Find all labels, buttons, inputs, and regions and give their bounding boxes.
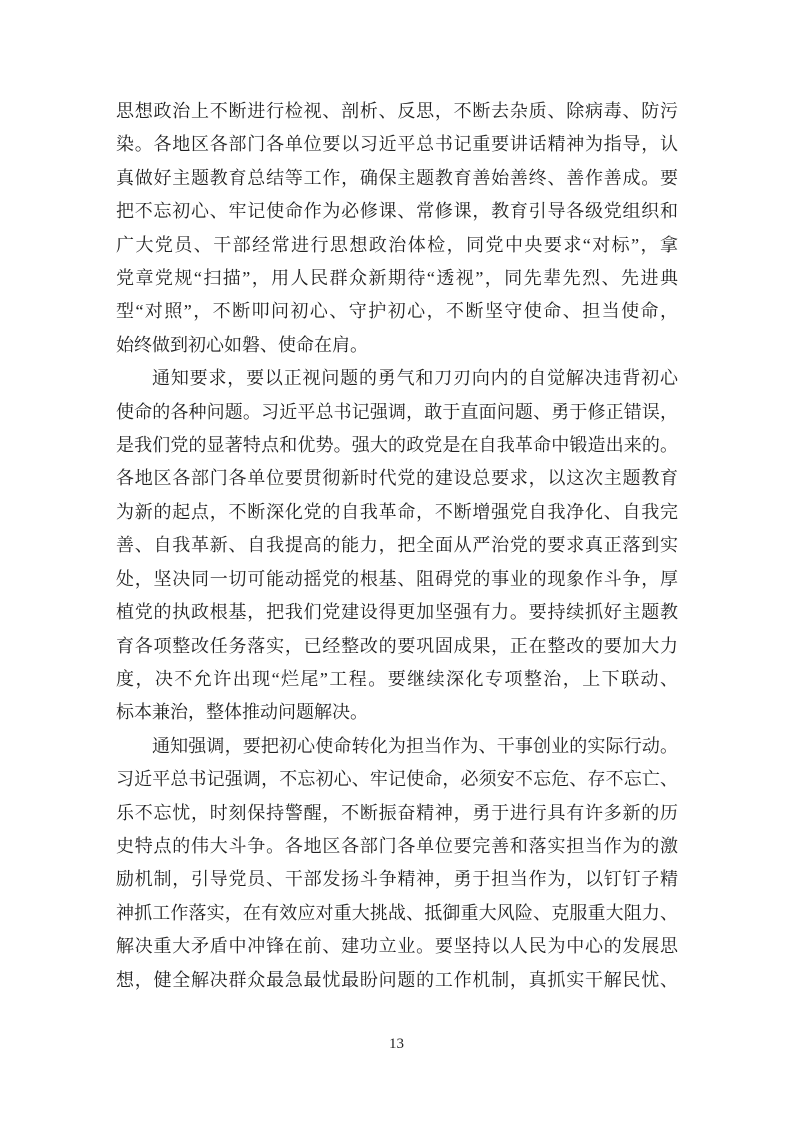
- text-line: 乐不忘忧，时刻保持警醒，不断振奋精神，勇于进行具有许多新的历: [116, 802, 678, 823]
- text-line: 思想政治上不断进行检视、剖析、反思，不断去杂质、除病毒、防污: [116, 101, 678, 121]
- text-line: 广大党员、干部经常进行思想政治体检，同党中央要求“对标”，拿: [116, 234, 678, 255]
- paragraph: [116, 362, 678, 729]
- text-line: 标本兼治，整体推动问题解决。: [116, 702, 368, 723]
- text-line: 想，健全解决群众最急最忧最盼问题的工作机制，真抓实干解民忧、: [116, 969, 678, 990]
- text-line: 型“对照”，不断叩问初心、守护初心，不断坚守使命、担当使命，: [116, 301, 678, 322]
- text-line: 通知要求，要以正视问题的勇气和刀刃向内的自觉解决违背初心: [152, 368, 678, 389]
- text-line: 习近平总书记强调，不忘初心、牢记使命，必须安不忘危、存不忘亡、: [116, 769, 678, 790]
- text-line: 通知强调，要把初心使命转化为担当作为、干事创业的实际行动。: [152, 735, 678, 756]
- paragraph: [116, 730, 678, 997]
- text-line: 植党的执政根基，把我们党建设得更加坚强有力。要持续抓好主题教: [116, 602, 678, 623]
- paragraph: [116, 95, 678, 362]
- text-line: 育各项整改任务落实，已经整改的要巩固成果，正在整改的要加大力: [116, 635, 678, 656]
- text-line: 善、自我革新、自我提高的能力，把全面从严治党的要求真正落到实: [116, 535, 678, 556]
- text-line: 励机制，引导党员、干部发扬斗争精神，勇于担当作为，以钉钉子精: [116, 869, 678, 890]
- text-line: 史特点的伟大斗争。各地区各部门各单位要完善和落实担当作为的激: [116, 835, 678, 856]
- text-line: 为新的起点，不断深化党的自我革命，不断增强党自我净化、自我完: [116, 501, 678, 522]
- text-line: 把不忘初心、牢记使命作为必修课、常修课，教育引导各级党组织和: [116, 201, 678, 222]
- text-line: 神抓工作落实，在有效应对重大挑战、抵御重大风险、克服重大阻力、: [116, 902, 678, 923]
- text-line: 解决重大矛盾中冲锋在前、建功立业。要坚持以人民为中心的发展思: [116, 936, 678, 957]
- text-line: 始终做到初心如磐、使命在肩。: [116, 334, 368, 355]
- document-body: [116, 95, 678, 997]
- page-number: 13: [389, 1036, 404, 1052]
- text-line: 染。各地区各部门各单位要以习近平总书记重要讲话精神为指导，认: [116, 134, 678, 155]
- text-line: 是我们党的显著特点和优势。强大的政党是在自我革命中锻造出来的。: [116, 435, 678, 456]
- text-line: 各地区各部门各单位要贯彻新时代党的建设总要求，以这次主题教育: [116, 468, 678, 489]
- text-line: 党章党规“扫描”，用人民群众新期待“透视”，同先辈先烈、先进典: [116, 268, 678, 289]
- text-line: 使命的各种问题。习近平总书记强调，敢于直面问题、勇于修正错误，: [116, 401, 678, 422]
- text-line: 处，坚决同一切可能动摇党的根基、阻碍党的事业的现象作斗争，厚: [116, 568, 678, 589]
- text-line: 度，决不允许出现“烂尾”工程。要继续深化专项整治，上下联动、: [116, 668, 678, 689]
- text-line: 真做好主题教育总结等工作，确保主题教育善始善终、善作善成。要: [116, 167, 678, 188]
